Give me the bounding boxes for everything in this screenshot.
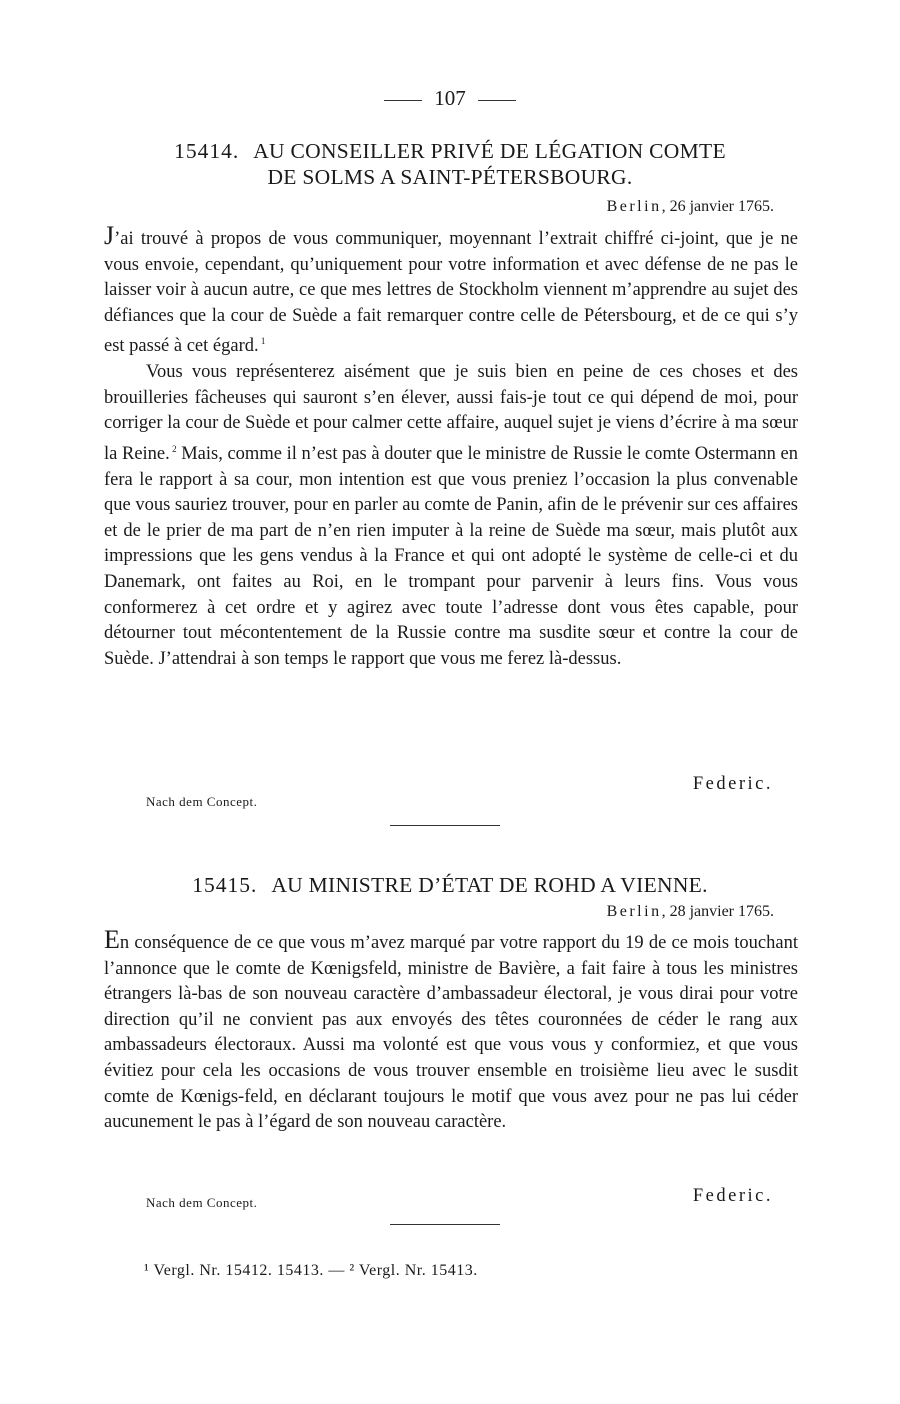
section-divider xyxy=(390,825,500,826)
source-note: Nach dem Concept. xyxy=(146,794,258,809)
signature: Federic. xyxy=(692,1186,773,1206)
letter-heading xyxy=(100,138,800,190)
paragraph-text: ’ai trouvé à propos de vous communiquer, moyennant l’extrait chiffré ci-joint, que je ne vous envoie, cependant, qu’uniquement pour votre information et avec défense de ne pas le laisser voir à aucun autre, ce que mes lettres de Stockholm viennent m’apprendre au sujet des défiances que la cour de Suède a fait remarquer contre celle de Pétersbourg, et de ce qui s’y est passé à cet égard. xyxy=(104,229,798,357)
letter-body xyxy=(104,927,798,1136)
initial-letter: J xyxy=(104,221,115,250)
page-number-text: 107 xyxy=(434,86,466,110)
paragraph-text: Vous vous représenterez aisément que je suis bien en peine de ces choses et des brouilleries fâcheuses qui sauront s’en élever, aussi fais-je tout ce qui dépend de moi, pour corriger la cour de Suède et pour calmer cette affaire, auquel sujet je viens d’écrire à ma sœur la Reine. xyxy=(104,362,798,465)
initial-letter: E xyxy=(104,925,120,954)
dateline-city: Berlin xyxy=(606,198,662,215)
paragraph-text: n conséquence de ce que vous m’avez marqué par votre rapport du 19 de ce mois touchant l’annonce que le comte de Kœnigsfeld, ministre de Bavière, a fait faire à tous les ministres étrangers là-bas de son nouveau caractère d’ambassadeur électoral, je vous dirai pour votre direction qu’il ne convient pas aux envoyés des têtes couronnées de céder le rang aux ambassadeurs électoraux. Aussi ma volonté est que vous vous y conformiez, et que vous évitiez pour cela les occasions de vous trouver ensemble en troisième lieu avec le susdit comte de Kœnigs-feld, en déclarant toujours le motif que vous avez pour ne pas lui céder aucunement le pas à l’égard de son nouveau caractère. xyxy=(104,933,798,1133)
letter-body xyxy=(104,223,798,672)
heading-line-1: AU MINISTRE D’ÉTAT DE ROHD A VIENNE. xyxy=(271,873,708,897)
dateline xyxy=(607,198,774,216)
signature: Federic. xyxy=(692,774,773,794)
footnote-ref: 1 xyxy=(260,336,266,347)
paragraph xyxy=(104,223,798,360)
page-number-rule-right xyxy=(478,100,516,101)
source-note: Nach dem Concept. xyxy=(146,1195,258,1210)
letter-number: 15414. xyxy=(174,139,240,163)
paragraph xyxy=(104,360,798,672)
heading-line-1: AU CONSEILLER PRIVÉ DE LÉGATION COMTE xyxy=(253,139,726,163)
heading-line-2: DE SOLMS A SAINT-PÉTERSBOURG. xyxy=(267,165,633,189)
footnotes: ¹ Vergl. Nr. 15412. 15413. — ² Vergl. Nr. 15413. xyxy=(144,1262,478,1279)
paragraph xyxy=(104,927,798,1136)
letter-number: 15415. xyxy=(192,873,258,897)
dateline-date: , 26 janvier 1765. xyxy=(661,198,774,215)
footnote-ref: 2 xyxy=(172,443,177,454)
page-number xyxy=(0,86,900,111)
letter-heading xyxy=(100,872,800,898)
page-number-rule-left xyxy=(384,100,422,101)
dateline-date: , 28 janvier 1765. xyxy=(661,903,774,920)
dateline xyxy=(607,903,774,921)
paragraph-text: Mais, comme il n’est pas à douter que le ministre de Russie le comte Ostermann en fera le rapport à sa cour, mon intention est que vous preniez l’occasion la plus convenable que vous sauriez trouver, pour en parler au comte de Panin, afin de le prévenir sur ces affaires et de le prier de ma part de n’en rien imputer à la reine de Suède ma sœur, mais plutôt aux impressions que les gens vendus à la France et qui ont adopté le système de celle-ci et du Danemark, ont faites au Roi, en le trompant pour parvenir à leurs fins. Vous vous conformerez à cet ordre et y agirez avec toute l’adresse dont vous êtes capable, pour détourner tout mécontentement de la Russie contre ma susdite sœur et contre la cour de Suède. J’attendrai à son temps le rapport que vous me ferez là-dessus. xyxy=(104,444,799,669)
section-divider xyxy=(390,1224,500,1225)
dateline-city: Berlin xyxy=(606,903,662,920)
